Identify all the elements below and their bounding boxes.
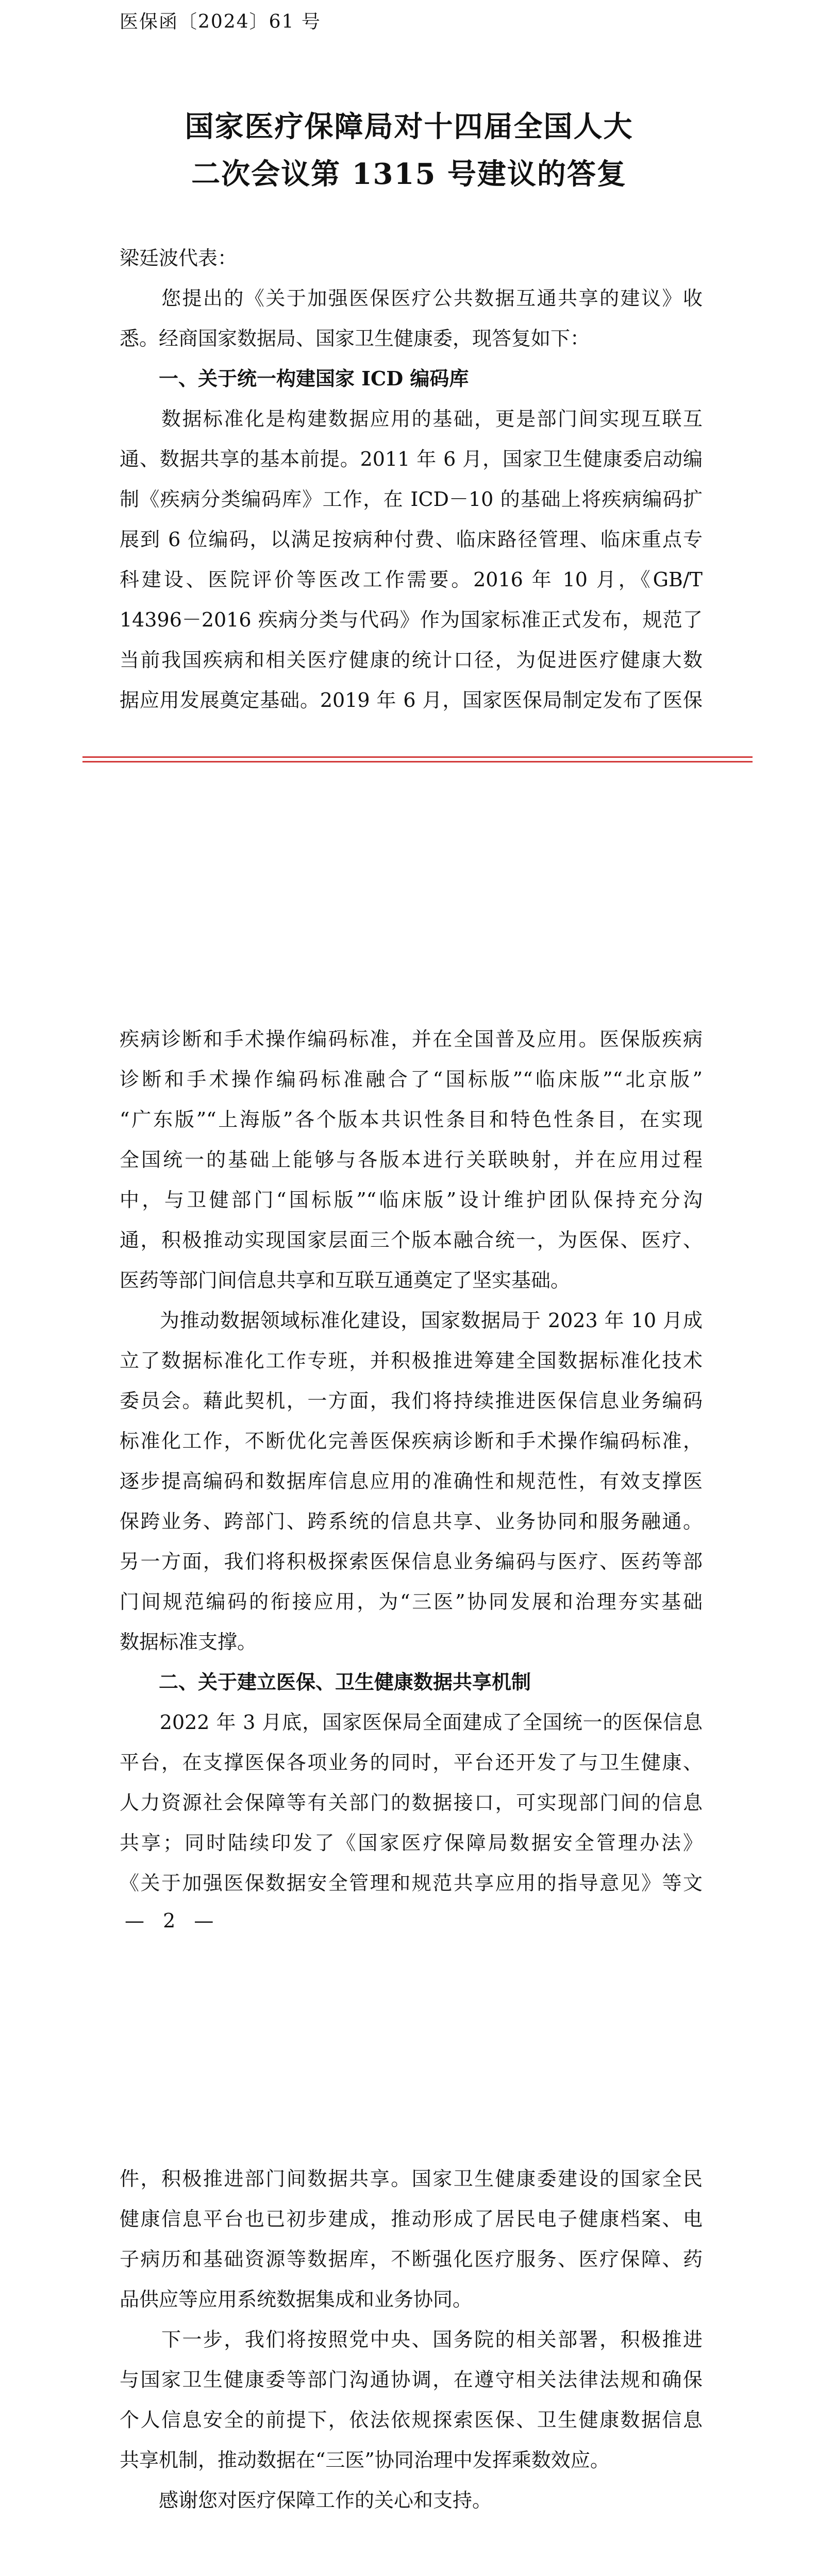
body-text-line: 逐步提高编码和数据库信息应用的准确性和规范性，有效支撑医 [120, 1470, 703, 1493]
body-text-line: 数据标准化是构建数据应用的基础，更是部门间实现互联互 [120, 408, 703, 430]
section-heading: 一、关于统一构建国家 ICD 编码库 [120, 367, 469, 390]
body-text-line: 共享机制，推动数据在“三医”协同治理中发挥乘数效应。 [120, 2449, 610, 2471]
body-text-line: 制《疾病分类编码库》工作，在 ICD－10 的基础上将疾病编码扩 [120, 488, 703, 511]
document-number: 医保函〔2024〕61 号 [120, 11, 321, 32]
body-text-line: 平台，在支撑医保各项业务的同时，平台还开发了与卫生健康、 [120, 1751, 703, 1774]
title-line-1: 国家医疗保障局对十四届全国人大 [185, 110, 633, 144]
body-text-line: 共享；同时陆续印发了《国家医疗保障局数据安全管理办法》 [120, 1832, 703, 1854]
section-heading: 二、关于建立医保、卫生健康数据共享机制 [120, 1670, 531, 1693]
body-text-line: 通、数据共享的基本前提。2011 年 6 月，国家卫生健康委启动编 [120, 448, 703, 470]
body-text-line: 门间规范编码的衔接应用，为“三医”协同发展和治理夯实基础 [120, 1590, 703, 1613]
body-text-line: 中，与卫健部门“国标版”“临床版”设计维护团队保持充分沟 [120, 1189, 703, 1211]
body-text-line: 为推动数据领域标准化建设，国家数据局于 2023 年 10 月成 [120, 1309, 703, 1332]
body-text-line: 保跨业务、跨部门、跨系统的信息共享、业务协同和服务融通。 [120, 1510, 703, 1533]
body-text-line: 据应用发展奠定基础。2019 年 6 月，国家医保局制定发布了医保 [120, 689, 703, 711]
body-text-line: 您提出的《关于加强医保医疗公共数据互通共享的建议》收 [120, 287, 703, 310]
title-line-2: 二次会议第 1315 号建议的答复 [191, 157, 627, 191]
body-text-line: 《关于加强医保数据安全管理和规范共享应用的指导意见》等文 [120, 1872, 703, 1894]
page-2-body [120, 1019, 703, 1903]
body-text-line: 立了数据标准化工作专班，并积极推进筹建全国数据标准化技术 [120, 1349, 703, 1372]
body-text-line: 感谢您对医疗保障工作的关心和支持。 [120, 2489, 492, 2512]
body-text-line: 通，积极推动实现国家层面三个版本融合统一，为医保、医疗、 [120, 1229, 703, 1251]
body-text-line: 当前我国疾病和相关医疗健康的统计口径，为促进医疗健康大数 [120, 649, 703, 671]
page-1-body [120, 278, 703, 720]
body-text-line: “广东版”“上海版”各个版本共识性条目和特色性条目，在实现 [120, 1108, 703, 1131]
body-text-line: 2022 年 3 月底，国家医保局全面建成了全国统一的医保信息 [120, 1711, 703, 1734]
body-text-line: 标准化工作，不断优化完善医保疾病诊断和手术操作编码标准， [120, 1430, 703, 1452]
body-text-line: 下一步，我们将按照党中央、国务院的相关部署，积极推进 [120, 2328, 703, 2351]
body-text-line: 品供应等应用系统数据集成和业务协同。 [120, 2288, 473, 2311]
salutation: 梁廷波代表： [120, 247, 238, 269]
body-text-line: 个人信息安全的前提下，依法依规探索医保、卫生健康数据信息 [120, 2409, 703, 2431]
body-text-line: 展到 6 位编码，以满足按病种付费、临床路径管理、临床重点专 [120, 528, 703, 551]
body-text-line: 14396－2016 疾病分类与代码》作为国家标准正式发布，规范了 [120, 608, 703, 631]
body-text-line: 医药等部门间信息共享和互联互通奠定了坚实基础。 [120, 1269, 571, 1292]
body-text-line: 数据标准支撑。 [120, 1631, 257, 1653]
body-text-line: 科建设、医院评价等医改工作需要。2016 年 10 月，《GB/T [120, 568, 703, 591]
body-text-line: 子病历和基础资源等数据库，不断强化医疗服务、医疗保障、药 [120, 2248, 703, 2270]
body-text-line: 悉。经商国家数据局、国家卫生健康委，现答复如下： [120, 327, 590, 350]
body-text-line: 健康信息平台也已初步建成，推动形成了居民电子健康档案、电 [120, 2208, 703, 2230]
body-text-line: 件，积极推进部门间数据共享。国家卫生健康委建设的国家全民 [120, 2167, 703, 2190]
body-text-line: 与国家卫生健康委等部门沟通协调，在遵守相关法律法规和确保 [120, 2368, 703, 2391]
body-text-line: 全国统一的基础上能够与各版本进行关联映射，并在应用过程 [120, 1148, 703, 1171]
page-3-body [120, 2159, 703, 2520]
body-text-line: 人力资源社会保障等有关部门的数据接口，可实现部门间的信息 [120, 1791, 703, 1814]
page-number-2: — 2 — [125, 1909, 220, 1932]
body-text-line: 委员会。藉此契机，一方面，我们将持续推进医保信息业务编码 [120, 1389, 703, 1412]
body-text-line: 另一方面，我们将积极探索医保信息业务编码与医疗、医药等部 [120, 1550, 703, 1573]
body-text-line: 诊断和手术操作编码标准融合了“国标版”“临床版”“北京版” [120, 1068, 703, 1091]
body-text-line: 疾病诊断和手术操作编码标准，并在全国普及应用。医保版疾病 [120, 1028, 703, 1050]
page-break-rule [82, 756, 753, 762]
